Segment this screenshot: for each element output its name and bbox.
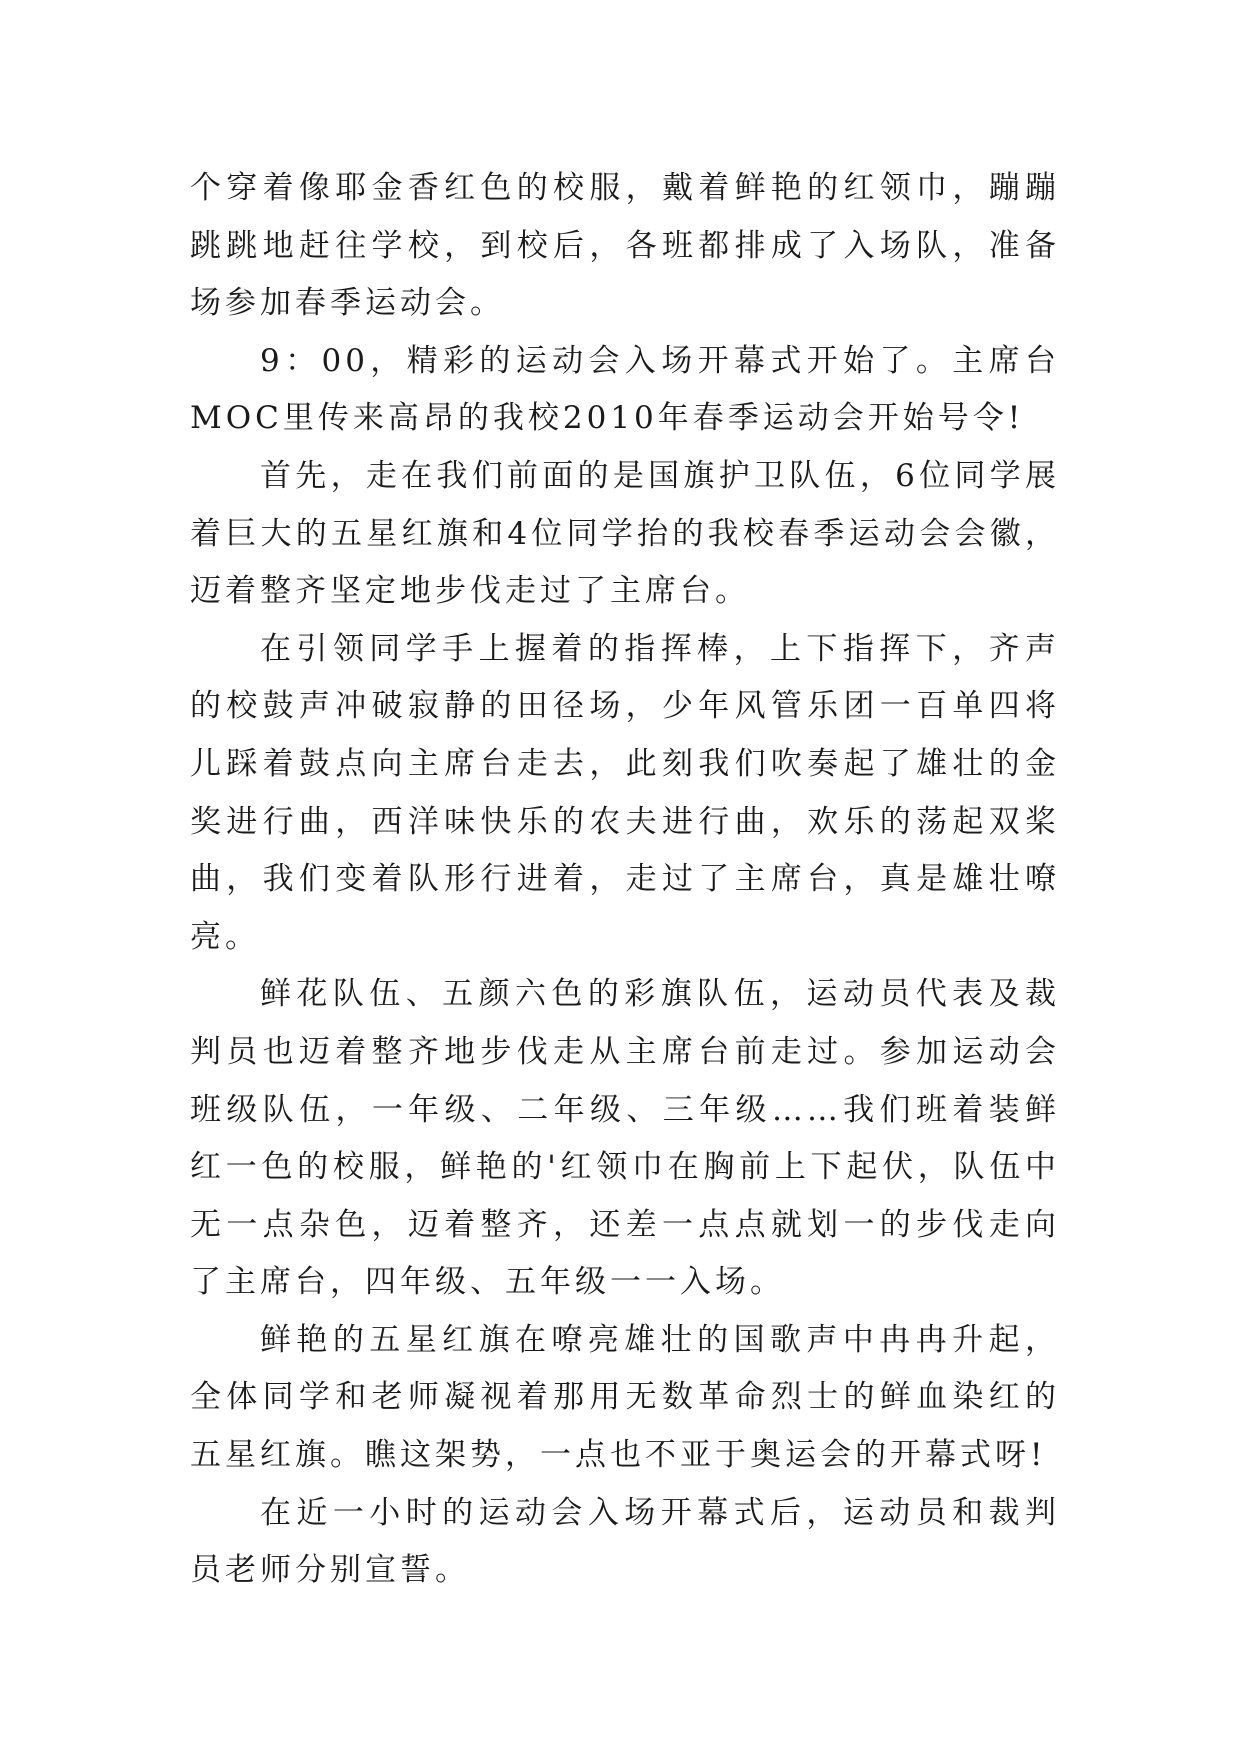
paragraph-5: 鲜花队伍、五颜六色的彩旗队伍，运动员代表及裁判员也迈着整齐地步伐走从主席台前走过。参加运动会班级队伍，一年级、二年级、三年级……我们班着装鲜红一色的校服，鲜艳的'红领巾在胸前上下起伏，队伍中无一点杂色，迈着整齐，还差一点点就划一的步伐走向了主席台，四年级、五年级一一入场。 (190, 976, 1060, 1301)
paragraph-1: 个穿着像耶金香红色的校服，戴着鲜艳的红领巾，蹦蹦跳跳地赶往学校，到校后，各班都排成了入场队，准备场参加春季运动会。 (190, 170, 1060, 322)
paragraph-4: 在引领同学手上握着的指挥棒，上下指挥下，齐声的校鼓声冲破寂静的田径场，少年风管乐团一百单四将儿踩着鼓点向主席台走去，此刻我们吹奏起了雄壮的金奖进行曲，西洋味快乐的农夫进行曲，欢乐的荡起双桨曲，我们变着队形行进着，走过了主席台，真是雄壮嘹亮。 (190, 630, 1060, 955)
paragraph-2: 9：00，精彩的运动会入场开幕式开始了。主席台MOC里传来高昂的我校2010年春季运动会开始号令! (190, 342, 1060, 437)
paragraph-6: 鲜艳的五星红旗在嘹亮雄壮的国歌声中冉冉升起，全体同学和老师凝视着那用无数革命烈士的鲜血染红的五星红旗。瞧这架势，一点也不亚于奥运会的开幕式呀! (190, 1321, 1060, 1474)
document-body (190, 160, 1060, 1600)
paragraph-3: 首先，走在我们前面的是国旗护卫队伍，6位同学展着巨大的五星红旗和4位同学抬的我校春季运动会会徽，迈着整齐坚定地步伐走过了主席台。 (190, 457, 1060, 610)
paragraph-7: 在近一小时的运动会入场开幕式后，运动员和裁判员老师分别宣誓。 (190, 1494, 1060, 1589)
